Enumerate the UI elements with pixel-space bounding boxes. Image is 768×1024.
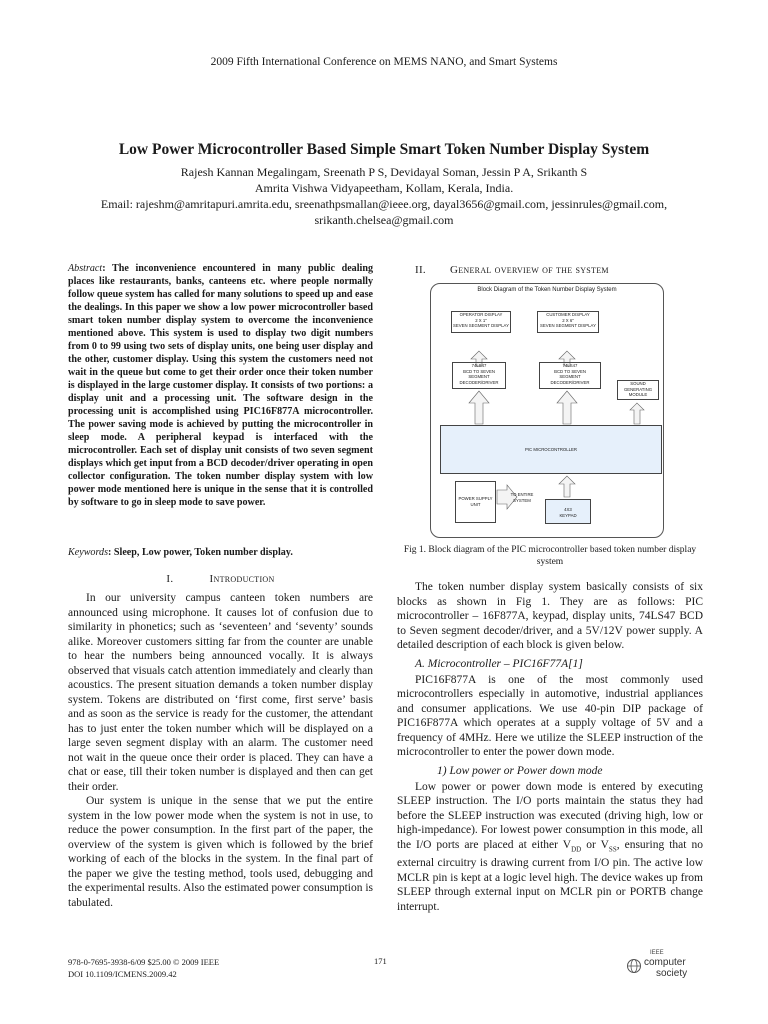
box-label: 4X3 — [564, 507, 572, 512]
page-number: 171 — [374, 956, 387, 966]
box-label: SEVEN SEGMENT DISPLAY — [453, 323, 509, 328]
section-number: I. — [166, 573, 174, 585]
diagram-title: Block Diagram of the Token Number Display System — [477, 287, 617, 293]
subsection-heading: A. Microcontroller – PIC16F77A[1] — [415, 657, 583, 670]
logo-computer: computer — [644, 957, 686, 968]
decoder-driver-box — [452, 362, 506, 389]
power-supply-box — [455, 481, 496, 523]
subscript: SS — [608, 844, 617, 853]
arrow-up-icon — [630, 403, 644, 424]
text: , ensuring that no external circuitry is drawing current from I/O pin. The active low MCLR pin is kept at a logic level high. The device wakes up from SLEEP through external input on MCLR pin or PORTB change interrupt. — [397, 838, 703, 913]
box-label: 2 X 1" — [475, 317, 487, 323]
section-number: II. — [415, 264, 426, 276]
box-label: KEYPAD — [559, 512, 577, 518]
arrow-up-icon — [559, 476, 575, 497]
box-label: SOUND — [630, 381, 646, 386]
box-label: SEVEN SEGMENT DISPLAY — [540, 323, 596, 328]
block-diagram-figure — [430, 283, 664, 538]
box-label: UNIT — [470, 501, 481, 507]
box-label: GENERATING — [623, 386, 653, 392]
abstract-label: Abstract — [68, 263, 103, 274]
box-label: 74LS47 — [562, 363, 578, 368]
paragraph — [397, 780, 703, 915]
paragraph: Our system is unique in the sense that we put the entire system in the low power mode when the system is not in use, to reduce the power consumption. In the first part of the paper, the overview of the system is given which is followed by the brief working of each of the blocks in the system. In the final part of the paper we give the testing method, tools used, debugging and the experimental results. Also the estimated power consumption is tabulated. — [68, 795, 374, 909]
box-label: TO ENTIRE — [510, 492, 534, 497]
box-label: POWER SUPPLY — [458, 496, 493, 501]
author-block — [0, 164, 768, 228]
section-title: General overview of the system — [449, 264, 609, 276]
pic-microcontroller-box — [440, 425, 662, 474]
keywords — [68, 547, 373, 558]
box-label: SEGMENT — [559, 374, 581, 379]
conference-name: 2009 Fifth International Conference on MEMS NANO, and Smart Systems — [210, 56, 558, 68]
box-label: PIC MICROCONTROLLER — [524, 447, 578, 452]
subsubsection-heading: 1) Low power or Power down mode — [437, 764, 603, 777]
box-label: BCD TO SEVEN — [554, 368, 586, 374]
box-label: 74LS47 — [471, 363, 487, 368]
text: Low power or power down mode is entered by executing SLEEP instruction. The I/O ports maintain the status they had before the SLEEP instruction was executed (driving high, low or high-impedance). For lowest power consumption in this mode, all the I/O ports are placed at either V — [397, 780, 703, 851]
sound-module-box — [617, 380, 659, 400]
box-label: SYSTEM — [513, 497, 531, 503]
operator-display-box — [451, 311, 511, 333]
isbn-line: 978-0-7695-3938-6/09 $25.00 © 2009 IEEE — [68, 957, 220, 967]
subscript: DD — [571, 844, 582, 853]
box-label: DECODER/DRIVER — [550, 379, 590, 385]
box-label: 2 X 6" — [562, 317, 574, 323]
overview-body — [397, 580, 703, 914]
decoder-driver-box — [539, 362, 601, 389]
text: or V — [581, 838, 609, 851]
introduction-body — [68, 591, 373, 910]
logo-society: society — [656, 968, 688, 979]
arrow-up-icon — [469, 391, 489, 424]
author-emails: Email: rajeshm@amritapuri.amrita.edu, sreenathpsmallan@ieee.org, dayal3656@gmail.com, jessinrules@gmail.com, — [100, 197, 668, 211]
to-entire-system-label — [507, 492, 537, 503]
figure-caption: Fig 1. Block diagram of the PIC microcontroller based token number display system — [403, 545, 697, 567]
keywords-label: Keywords — [68, 547, 109, 558]
author-names: Rajesh Kannan Megalingam, Sreenath P S, Devidayal Soman, Jessin P A, Srikanth S — [180, 165, 588, 179]
customer-display-box — [537, 311, 599, 333]
box-label: CUSTOMER DISPLAY — [546, 312, 590, 317]
box-label: BCD TO SEVEN — [463, 368, 495, 374]
paragraph: In our university campus canteen token numbers are announced using microphone. It causes lot of confusion due to similarity in phonetics; such as ‘seventeen’ and ‘seventy’ sounds alike. Moreover customers sitting far from the counter are unable to hear the numbers being announced vocally. It is always observed that visuals catch attention immediately and clearly than acoustics. The present situation demands a token number display system. Tokens are distributed on ‘first come, first serve’ basis and as soon as the service is ready for the customer, the attendant has to just enter the token number which will be displayed on a large seven segment display with an alarm. The customer need not wait in the queue once their order is placed. They can have a chat or ease, till their token number is displayed and then can get their order. — [68, 592, 373, 793]
keywords-text: : Sleep, Low power, Token number display. — [108, 547, 293, 558]
doi-line: DOI 10.1109/ICMENS.2009.42 — [68, 969, 177, 979]
box-label: OPERATOR DISPLAY — [459, 312, 503, 317]
arrow-up-icon — [557, 391, 577, 424]
section-title: Introduction — [209, 573, 275, 585]
box-label: DECODER/DRIVER — [459, 379, 499, 385]
paper-title: Low Power Microcontroller Based Simple Smart Token Number Display System — [118, 141, 650, 158]
section-heading-introduction — [68, 573, 373, 585]
author-emails-cont: srikanth.chelsea@gmail.com — [314, 213, 454, 227]
keypad-box — [545, 499, 591, 524]
logo-ieee: IEEE — [650, 950, 664, 956]
abstract — [68, 262, 373, 509]
box-label: SEGMENT — [468, 374, 490, 379]
affiliation: Amrita Vishwa Vidyapeetham, Kollam, Kerala, India. — [254, 181, 514, 195]
globe-icon — [626, 958, 642, 974]
section-heading-overview — [397, 264, 703, 276]
footer-copyright — [68, 956, 219, 980]
paragraph: The token number display system basically consists of six blocks as shown in Fig 1. They are as follows: PIC microcontroller – 16F877A, keypad, display units, 74LS47 BCD to Seven segment decoder/driver, and a 5V/12V power supply. A detailed description of each block is given below. — [397, 581, 703, 651]
box-label: MODULE — [628, 392, 648, 397]
paragraph: PIC16F877A is one of the most commonly used microcontrollers especially in automotive, industrial appliances and consumer applications. We use 40-pin DIP package of PIC16F877A which operates at a supply voltage of 5V and a frequency of 4MHz. Here we utilize the SLEEP instruction of the microcontroller to enter the power down mode. — [397, 673, 703, 758]
abstract-text: : The inconvenience encountered in many public dealing places like restaurants, banks, canteens etc. where people normally follow queue system has called for many solutions to speed up and ease the dealings. In this paper we show a low power microcontroller based smart token number display system to overcome the inconvenience mentioned above. This system is used to display two digit numbers from 0 to 99 using two sets of display units, one being user display and the other, customer display. Using this system the customers need not wait in the queue but come to get their order once their token number is displayed in the large customer display. It consists of two portions: a display unit and a processing unit. The software design in the processing unit is accomplished using PIC16F877A microcontroller. The power saving mode is achieved by putting the microcontroller in sleep mode. A peripheral keypad is interfaced with the microcontroller. Each set of display unit consists of two seven segment displays which get input from a BCD decoder/driver operating in open collector configuration. The token number display system with low power mode mentioned here is unique in the sense that it is controlled by software to go in sleep mode to save power. — [68, 263, 373, 508]
